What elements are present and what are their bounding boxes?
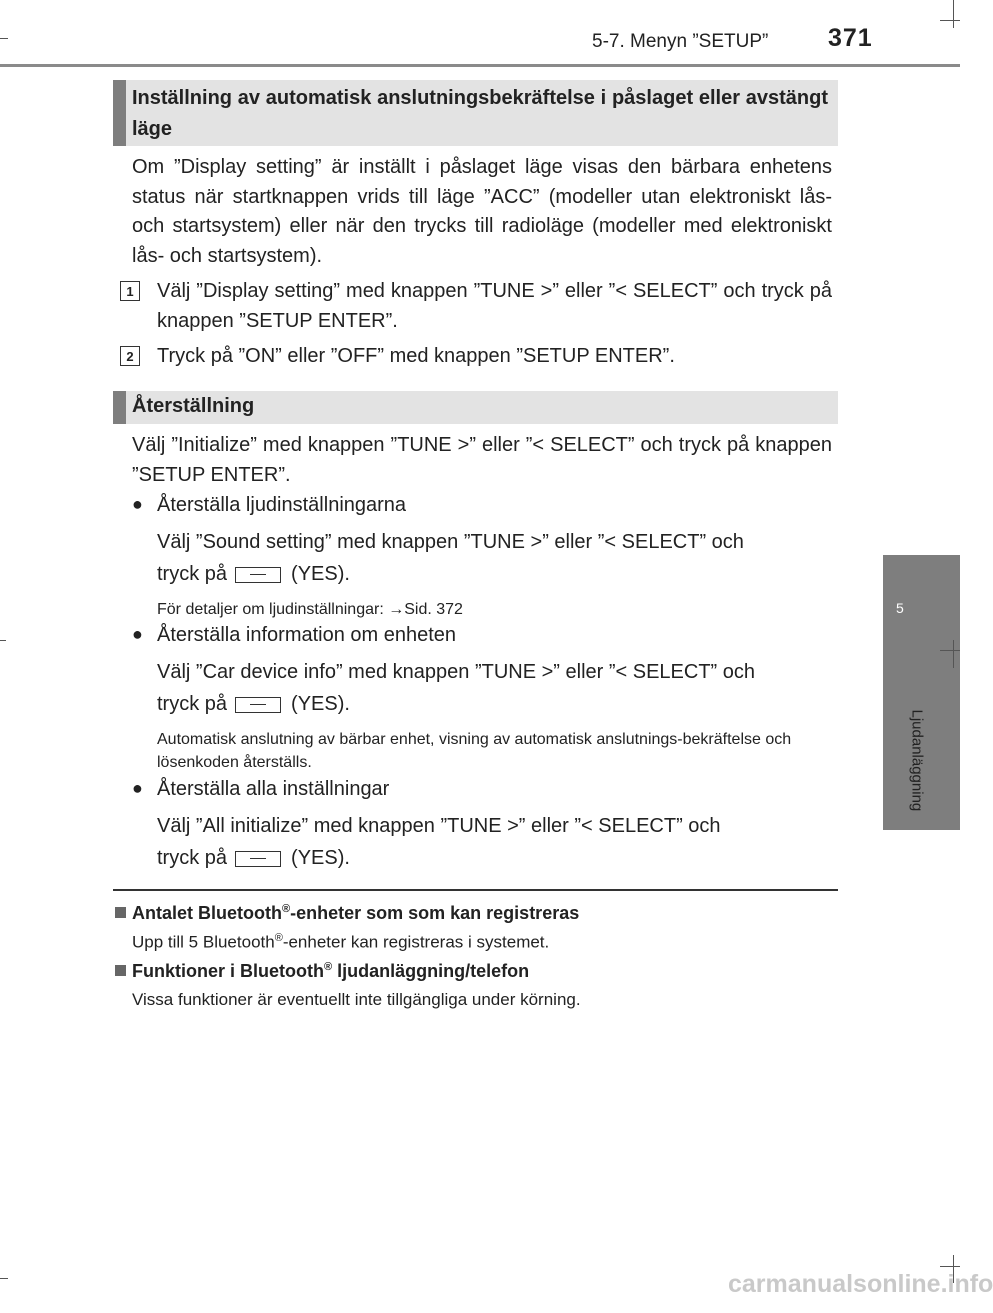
crop-mark: [0, 1278, 8, 1279]
item-instruction: Välj ”All initialize” med knappen ”TUNE >” eller ”< SELECT” och: [157, 815, 721, 837]
item-instruction: Välj ”Car device info” med knappen ”TUNE >” eller ”< SELECT” och: [157, 661, 756, 683]
watermark: carmanualsonline.info: [728, 1270, 993, 1298]
section-breadcrumb: 5-7. Menyn ”SETUP”: [592, 31, 769, 52]
bullet-icon: ●: [132, 778, 143, 798]
square-bullet-icon: [115, 907, 126, 918]
crop-mark: [0, 640, 6, 641]
item-heading: Återställa information om enheten: [157, 624, 457, 646]
header-divider: [0, 64, 960, 67]
item-instruction-prefix: tryck på: [157, 693, 228, 715]
crop-mark: [0, 38, 8, 39]
item-instruction-line2: [157, 560, 350, 589]
step-number: 2: [120, 346, 140, 366]
step-number: 1: [120, 281, 140, 301]
item-instruction-suffix: (YES).: [291, 693, 350, 715]
section-heading: Återställning: [132, 395, 255, 417]
registered-mark: ®: [274, 932, 283, 944]
notes-divider: [113, 889, 838, 891]
item-instruction-line2: [157, 690, 350, 719]
section-heading: Inställning av automatisk anslutningsbekräftelse i påslaget eller avstängt läge: [132, 87, 828, 140]
section-intro: Om ”Display setting” är inställt i påslaget läge visas den bärbara enhetens status när startknappen vrids till läge ”ACC” (modeller utan elektroniskt lås- och startsystem) eller när den trycks till radioläge (modeller med elektroniskt lås- och startsystem).: [132, 156, 832, 267]
crop-mark: [940, 650, 960, 651]
item-instruction-suffix: (YES).: [291, 847, 350, 869]
note-heading-text: Antalet Bluetooth: [132, 903, 282, 923]
page-number: 371: [828, 24, 873, 52]
item-note: För detaljer om ljudinställningar: →Sid. 372: [157, 601, 463, 618]
item-instruction-prefix: tryck på: [157, 847, 228, 869]
crop-mark: [940, 1266, 960, 1267]
bullet-icon: ●: [132, 494, 143, 514]
note-text-part: -enheter kan registreras i systemet.: [282, 932, 550, 952]
section-heading-box: [113, 80, 838, 146]
note-heading: [115, 903, 579, 924]
item-heading: Återställa ljudinställningarna: [157, 494, 407, 516]
yes-button-icon: [235, 567, 281, 583]
note-text-part: Upp till 5 Bluetooth: [132, 932, 275, 952]
chapter-number: 5: [896, 600, 904, 616]
crop-mark: [953, 640, 954, 668]
section-intro: Välj ”Initialize” med knappen ”TUNE >” eller ”< SELECT” och tryck på knappen ”SETUP ENTER”.: [132, 434, 832, 486]
chapter-label: Ljudanläggning: [908, 709, 926, 812]
note-heading-text: ljudanläggning/telefon: [332, 961, 530, 981]
item-instruction: Välj ”Sound setting” med knappen ”TUNE >” eller ”< SELECT” och: [157, 531, 744, 553]
step-text: Tryck på ”ON” eller ”OFF” med knappen ”SETUP ENTER”.: [157, 345, 675, 367]
note-heading: [115, 961, 529, 982]
note-heading-text: Funktioner i Bluetooth: [132, 961, 324, 981]
item-note: Automatisk anslutning av bärbar enhet, visning av automatisk anslutnings-bekräftelse och lösenkoden återställs.: [157, 731, 792, 771]
crop-mark: [953, 0, 954, 28]
registered-mark: ®: [282, 903, 291, 915]
item-heading: Återställa alla inställningar: [157, 778, 390, 800]
note-text: Vissa funktioner är eventuellt inte tillgängliga under körning.: [132, 990, 581, 1009]
item-instruction-line2: [157, 844, 350, 873]
note-heading-text: -enheter som som kan registreras: [290, 903, 580, 923]
item-instruction-suffix: (YES).: [291, 563, 350, 585]
bullet-icon: ●: [132, 624, 143, 644]
yes-button-icon: [235, 851, 281, 867]
note-text: [132, 932, 549, 953]
item-instruction-prefix: tryck på: [157, 563, 228, 585]
registered-mark: ®: [323, 961, 333, 973]
step-text: Välj ”Display setting” med knappen ”TUNE >” eller ”< SELECT” och tryck på knappen ”SETUP ENTER”.: [157, 280, 832, 332]
square-bullet-icon: [115, 965, 126, 976]
section-heading-box: [113, 391, 838, 424]
yes-button-icon: [235, 697, 281, 713]
crop-mark: [940, 20, 960, 21]
